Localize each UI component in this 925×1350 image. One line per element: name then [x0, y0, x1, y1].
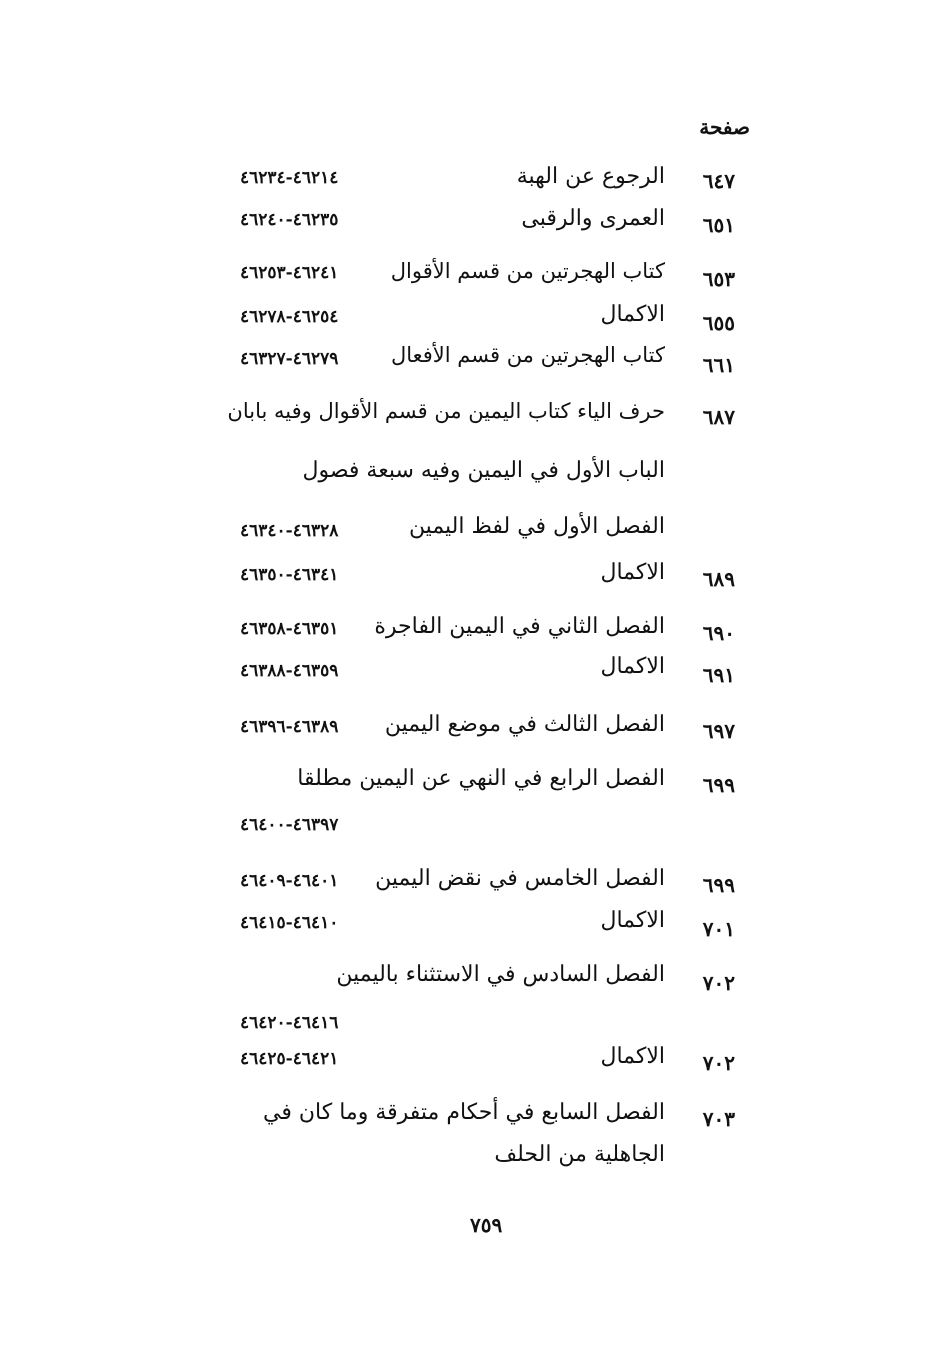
entry-title: الفصل الثاني في اليمين الفاجرة — [374, 614, 665, 639]
entry-page-number: ٧٠٢ — [702, 971, 735, 995]
entry-page-number: ٧٠٣ — [702, 1107, 735, 1131]
entry-title: حرف الياء كتاب اليمين من قسم الأقوال وفيه بابان — [227, 399, 665, 423]
entry-title: الفصل الخامس في نقض اليمين — [375, 866, 665, 891]
entry-title: كتاب الهجرتين من قسم الأفعال — [390, 343, 665, 367]
entry-page-number: ٧٠١ — [702, 917, 735, 941]
entry-page-number: ٦٥٥ — [702, 311, 735, 335]
entry-page-number: ٦٤٧ — [702, 169, 735, 193]
entry-title: الفصل الرابع في النهي عن اليمين مطلقا — [297, 766, 665, 791]
entry-title: الاكمال — [600, 654, 665, 679]
entry-hadith-range: ٤٦٤٢١-٤٦٤٢٥ — [240, 1049, 339, 1069]
entry-title: الفصل الثالث في موضع اليمين — [384, 712, 665, 737]
entry-hadith-range: ٤٦٤١٠-٤٦٤١٥ — [240, 913, 339, 933]
entry-page-number: ٦٦١ — [702, 353, 735, 377]
entry-title: كتاب الهجرتين من قسم الأقوال — [390, 259, 665, 283]
entry-page-number: ٦٩٠ — [702, 621, 735, 645]
entry-hadith-range: ٤٦٣٥٩-٤٦٣٨٨ — [240, 661, 339, 681]
entry-page-number: ٧٠٢ — [702, 1051, 735, 1075]
entry-hadith-range: ٤٦٣٢٨-٤٦٣٤٠ — [240, 521, 339, 541]
entry-hadith-range: ٤٦٣٤١-٤٦٣٥٠ — [240, 565, 339, 585]
entry-page-number: ٦٩٧ — [702, 719, 735, 743]
entry-page-number: ٦٩١ — [702, 663, 735, 687]
entry-page-number: ٦٩٩ — [702, 873, 735, 897]
entry-hadith-range: ٤٦٣٨٩-٤٦٣٩٦ — [240, 717, 339, 737]
entry-title: الفصل الأول في لفظ اليمين — [408, 514, 665, 539]
page-number: ٧٥٩ — [470, 1213, 503, 1237]
entry-hadith-range: ٤٦٢١٤-٤٦٢٣٤ — [240, 168, 339, 188]
entry-title: العمرى والرقبى — [521, 206, 665, 231]
entry-title: الاكمال — [600, 1044, 665, 1069]
entry-hadith-range: ٤٦٢٣٥-٤٦٢٤٠ — [240, 210, 339, 230]
entry-page-number: ٦٨٧ — [702, 405, 735, 429]
entry-title: الباب الأول في اليمين وفيه سبعة فصول — [302, 458, 665, 483]
entry-page-number: ٦٨٩ — [702, 567, 735, 591]
entry-title: الاكمال — [600, 560, 665, 585]
entry-title: الاكمال — [600, 302, 665, 327]
entry-hadith-range: ٤٦٢٥٤-٤٦٢٧٨ — [240, 307, 339, 327]
entry-hadith-range: ٤٦٢٧٩-٤٦٣٢٧ — [240, 349, 339, 369]
entry-page-number: ٦٥١ — [702, 213, 735, 237]
entry-page-number: ٦٩٩ — [702, 773, 735, 797]
entry-hadith-range: ٤٦٤٠١-٤٦٤٠٩ — [240, 871, 339, 891]
entry-title: الفصل السابع في أحكام متفرقة وما كان في — [263, 1100, 665, 1125]
entry-hadith-range: ٤٦٣٩٧-٤٦٤٠٠ — [240, 815, 339, 835]
entry-title: الرجوع عن الهبة — [516, 164, 665, 189]
entry-title: الفصل السادس في الاستثناء باليمين — [336, 962, 665, 987]
entry-title-continuation: الجاهلية من الحلف — [494, 1142, 665, 1167]
entry-page-number: ٦٥٣ — [702, 267, 735, 291]
entry-hadith-range: ٤٦٢٤١-٤٦٢٥٣ — [240, 263, 339, 283]
entry-hadith-range: ٤٦٤١٦-٤٦٤٢٠ — [240, 1013, 339, 1033]
entry-title: الاكمال — [600, 908, 665, 933]
page-column-header: صفحة — [699, 115, 750, 139]
entry-hadith-range: ٤٦٣٥١-٤٦٣٥٨ — [240, 619, 339, 639]
